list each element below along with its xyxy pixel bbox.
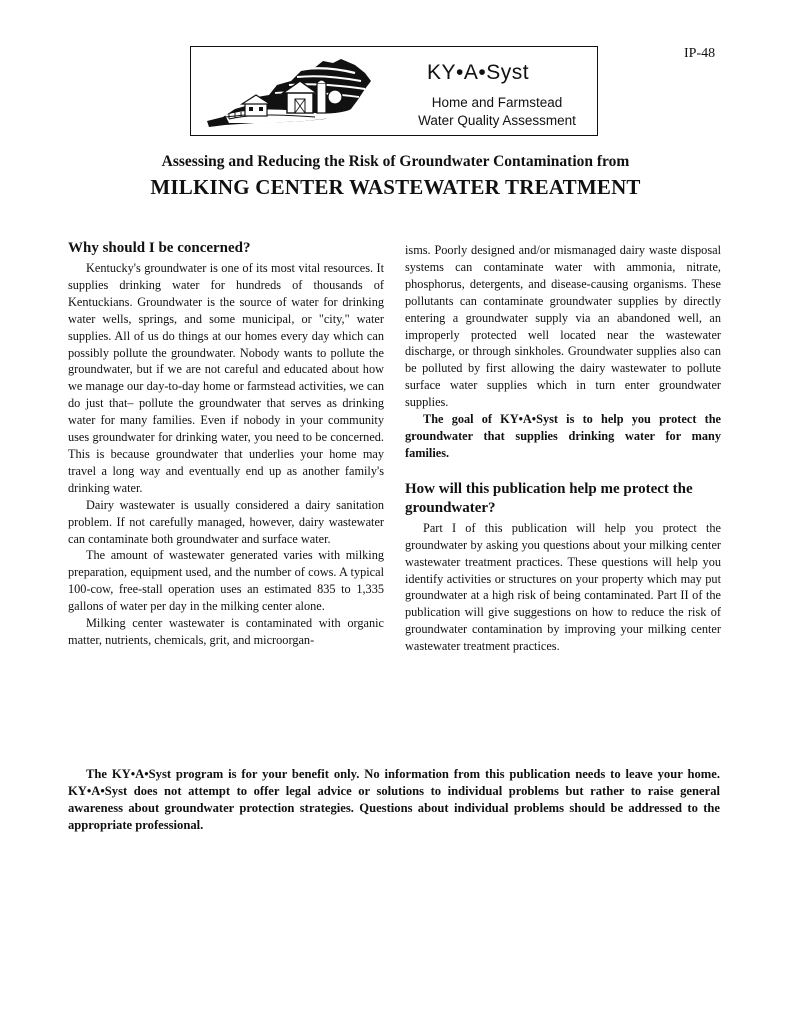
body-paragraph: Milking center wastewater is contaminated with organic matter, nutrients, chemicals, grit, and microorgan- xyxy=(68,616,384,647)
goal-statement: The goal of KY•A•Syst is to help you protect the groundwater that supplies drinking water for many families. xyxy=(405,412,721,460)
body-paragraph-continuation: isms. Poorly designed and/or mismanaged dairy waste disposal systems can contaminate water with ammonia, nitrate, phosphorus, detergents, and disease-causing organisms. These pollutants can contaminate groundwater supplies by directly entering a groundwater supply via an abandoned well, an improperly protected well located near the wastewater discharge, or through sinkholes. Groundwater supplies also can be polluted by first allowing the dairy wastewater to pollute surface water supplies which in turn enter groundwater supplies. xyxy=(405,243,721,410)
document-title: MILKING CENTER WASTEWATER TREATMENT xyxy=(150,175,641,199)
body-paragraph: Part I of this publication will help you protect the groundwater by asking you questions about your milking center wastewater treatment practices. These questions will help you identify activities or structures on your property which may put groundwater at a high risk of being contaminated. Part II of the publication will give suggestions on how to reduce the risk of groundwater contamination by improving your milking center wastewater treatment practices. xyxy=(405,520,721,654)
logo-banner xyxy=(190,46,598,136)
section-heading-how-help: How will this publication help me protect the groundwater? xyxy=(405,480,693,516)
kentucky-farmstead-logo-icon xyxy=(205,51,375,133)
publication-id: IP-48 xyxy=(684,46,716,61)
body-paragraph: Dairy wastewater is usually considered a dairy sanitation problem. If not carefully managed, however, dairy wastewater can contaminate both groundwater and surface water. xyxy=(68,497,384,546)
section-heading-why-concerned: Why should I be concerned? xyxy=(68,240,251,256)
right-column xyxy=(405,242,721,655)
left-column xyxy=(68,239,384,649)
logo-subtitle-line2: Water Quality Assessment xyxy=(418,113,576,128)
body-paragraph: The amount of wastewater generated varies with milking preparation, equipment used, and the number of cows. A typical 100-cow, free-stall operation uses an estimated 835 to 1,335 gallons of water per day in the milking center alone. xyxy=(68,548,384,614)
document-kicker: Assessing and Reducing the Risk of Groundwater Contamination from xyxy=(161,153,630,170)
document-heading xyxy=(0,153,791,200)
disclaimer: The KY•A•Syst program is for your benefit only. No information from this publication needs to leave your home. KY•A•Syst does not attempt to offer legal advice or solutions to individual problems but rather to raise general awareness about groundwater protection strategies. Questions about individual problems should be addressed to the appropriate professional. xyxy=(68,767,720,832)
body-paragraph: Kentucky's groundwater is one of its most vital resources. It supplies drinking water for hundreds of thousands of Kentuckians. Groundwater is the source of water for drinking water wells, springs, and some municipal, or "city," water supplies. All of us do things at our homes every day which can possibly pollute the groundwater. Nobody wants to pollute the groundwater, but if we are not careful and educated about how we manage our day-to-day home or farmstead activities, we can do just that– pollute the groundwater that serves as drinking water for many families. Even if nobody in your community uses groundwater for drinking water, you need to be concerned. This is because groundwater that underlies your home may travel a long way and eventually end up as another family's drinking water. xyxy=(68,261,384,495)
logo-subtitle-line1: Home and Farmstead xyxy=(431,95,563,110)
logo-title: KY•A•Syst xyxy=(427,61,530,84)
